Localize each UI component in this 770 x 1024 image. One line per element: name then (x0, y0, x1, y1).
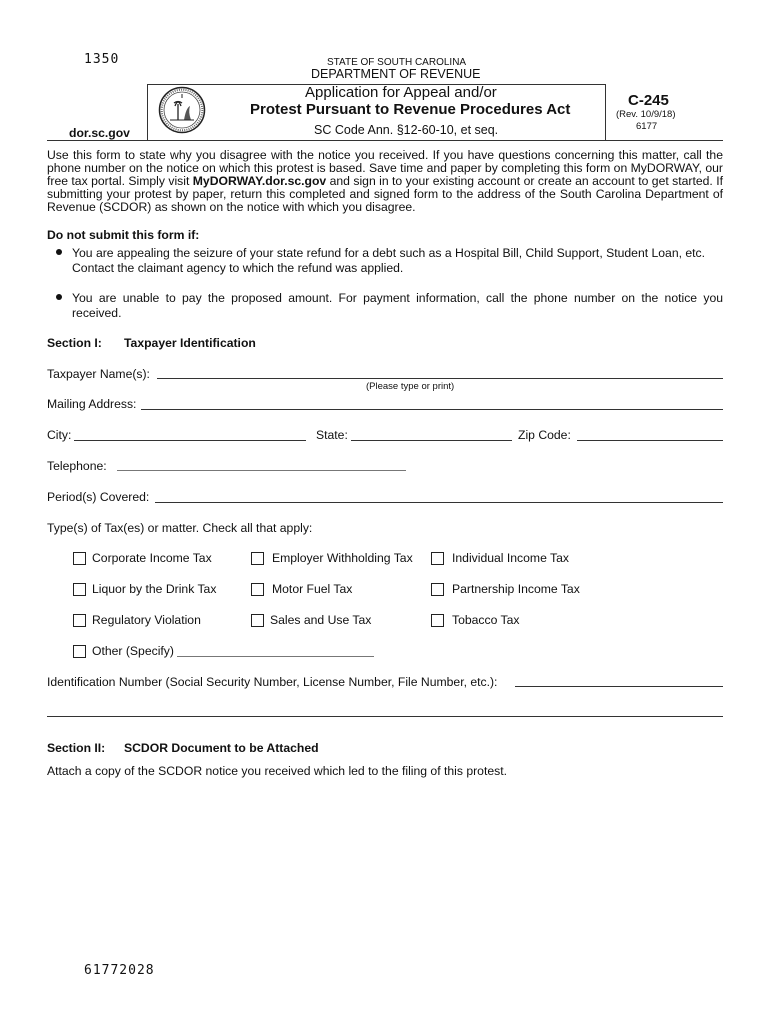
form-revision: (Rev. 10/9/18) (616, 109, 676, 120)
statute-reference: SC Code Ann. §12-60-10, et seq. (314, 123, 499, 137)
state-seal-icon (158, 86, 206, 134)
state-name: STATE OF SOUTH CAROLINA (327, 57, 467, 68)
section-1-title: Taxpayer Identification (124, 336, 256, 350)
motor-fuel-tax-checkbox[interactable] (251, 583, 264, 596)
section-2-label: Section II: (47, 741, 106, 755)
sales-and-use-tax-label: Sales and Use Tax (270, 613, 372, 627)
other-label: Other (Specify) (92, 644, 174, 658)
section-1-label: Section I: (47, 336, 102, 350)
bullet-icon (56, 294, 62, 300)
do-not-submit-heading: Do not submit this form if: (47, 228, 200, 242)
other-checkbox[interactable] (73, 645, 86, 658)
tax-types-prompt: Type(s) of Tax(es) or matter. Check all that apply: (47, 521, 313, 535)
corporate-income-tax-label: Corporate Income Tax (92, 551, 212, 565)
mydorway-link[interactable]: MyDORWAY.dor.sc.gov (192, 174, 327, 188)
section-2-title: SCDOR Document to be Attached (124, 741, 319, 755)
bullet-icon (56, 249, 62, 255)
state-label: State: (316, 428, 348, 442)
state-field[interactable] (351, 440, 512, 441)
taxpayer-names-field[interactable] (157, 378, 723, 379)
form-id: 6177 (636, 121, 658, 132)
regulatory-violation-checkbox[interactable] (73, 614, 86, 627)
tobacco-tax-label: Tobacco Tax (452, 613, 520, 627)
form-scan-code-bottom: 61772028 (84, 963, 155, 978)
zip-code-field[interactable] (577, 440, 723, 441)
regulatory-violation-label: Regulatory Violation (92, 613, 201, 627)
partnership-income-tax-checkbox[interactable] (431, 583, 444, 596)
header-divider-right (605, 84, 606, 140)
employer-withholding-tax-checkbox[interactable] (251, 552, 264, 565)
city-label: City: (47, 428, 72, 442)
liquor-by-the-drink-tax-label: Liquor by the Drink Tax (92, 582, 217, 596)
individual-income-tax-checkbox[interactable] (431, 552, 444, 565)
employer-withholding-tax-label: Employer Withholding Tax (272, 551, 413, 565)
header-bottom-rule (47, 140, 723, 141)
sales-and-use-tax-checkbox[interactable] (251, 614, 264, 627)
corporate-income-tax-checkbox[interactable] (73, 552, 86, 565)
zip-code-label: Zip Code: (518, 428, 571, 442)
identification-number-label: Identification Number (Social Security Number, License Number, File Number, etc.): (47, 675, 498, 689)
form-number: C-245 (628, 92, 669, 109)
partnership-income-tax-label: Partnership Income Tax (452, 582, 580, 596)
mailing-address-label: Mailing Address: (47, 397, 137, 411)
do-not-submit-item-2: You are unable to pay the proposed amount. For payment information, call the phone number on the notice you received. (72, 291, 723, 320)
department-name: DEPARTMENT OF REVENUE (311, 67, 481, 81)
motor-fuel-tax-label: Motor Fuel Tax (272, 582, 353, 596)
liquor-by-the-drink-tax-checkbox[interactable] (73, 583, 86, 596)
header-divider-left (147, 84, 148, 140)
intro-paragraph: Use this form to state why you disagree with the notice you received. If you have questions concerning this matter, call the phone number on the notice on which this protest is based. Save time and paper by completing this form on MyDORWAY, our free tax portal. Simply visit MyDORWAY.dor.sc.gov and sign in to your existing account or create an account to get started. If submitting your protest by paper, return this completed and signed form to the address of the South Carolina Department of Revenue (SCDOR) as shown on the notice with which you disagree. (47, 148, 723, 214)
telephone-label: Telephone: (47, 459, 107, 473)
individual-income-tax-label: Individual Income Tax (452, 551, 569, 565)
form-title-line2: Protest Pursuant to Revenue Procedures Act (250, 101, 571, 118)
periods-covered-field[interactable] (155, 502, 723, 503)
periods-covered-label: Period(s) Covered: (47, 490, 150, 504)
section-2-instruction: Attach a copy of the SCDOR notice you received which led to the filing of this protest. (47, 764, 507, 778)
form-scan-code-top: 1350 (84, 52, 120, 67)
telephone-field[interactable] (117, 470, 406, 471)
form-title-line1: Application for Appeal and/or (305, 84, 497, 101)
do-not-submit-item-1: You are appealing the seizure of your state refund for a debt such as a Hospital Bill, Child Support, Student Loan, etc. Contact the claimant agency to which the refund was applied. (72, 246, 706, 275)
tobacco-tax-checkbox[interactable] (431, 614, 444, 627)
city-field[interactable] (74, 440, 306, 441)
taxpayer-names-label: Taxpayer Name(s): (47, 367, 150, 381)
identification-number-field-line2[interactable] (47, 716, 723, 717)
please-print-note: (Please type or print) (366, 381, 455, 392)
other-specify-field[interactable] (177, 656, 374, 657)
mailing-address-field[interactable] (141, 409, 723, 410)
website-url: dor.sc.gov (69, 126, 130, 140)
identification-number-field[interactable] (515, 686, 723, 687)
